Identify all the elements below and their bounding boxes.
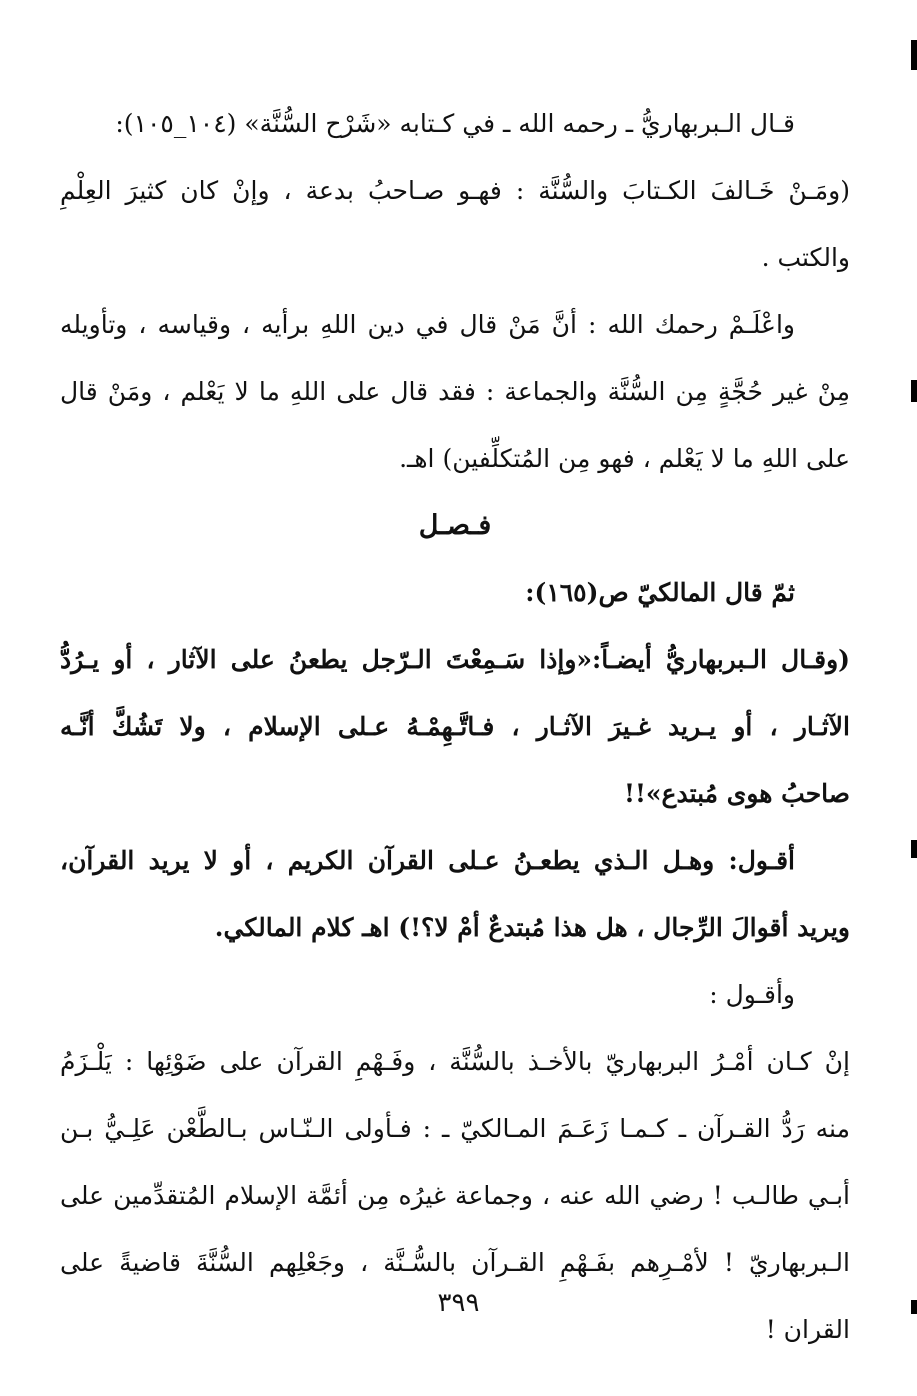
text-line: قـال الـبربهاريُّ ـ رحمه الله ـ في كـتابه «شَرْح السُّنَّة» (١٠٤_١٠٥): [115, 109, 795, 138]
text-line: أقـول: وهـل الـذي يطعـنُ عـلى القرآن الكريم ، أو لا يريد القرآن، [60, 846, 796, 875]
text-line: الآثـار ، أو يـريد غـيرَ الآثـار ، فـاتَّـهِمْـهُ عـلى الإسلام ، ولا تَشُكَّ أنَّـه [60, 712, 850, 741]
text-line: صاحبُ هوى مُبتدع»!! [623, 779, 850, 808]
scan-edge-mark [911, 1300, 917, 1314]
text-line: ثمّ قال المالكيّ ص(١٦٥): [525, 578, 795, 607]
text-line: منه رَدُّ القـرآن ـ كـمـا زَعَـمَ المـالكيّ ـ : فـأولى الـنّـاس بـالطَّعْن عَلِـيُّ بـن [60, 1114, 850, 1143]
section-heading: فـصـل [418, 510, 492, 541]
text-line: الـبربهاريّ ! لأمْـرِهم بفَـهْمِ القـرآن بالسُّـنَّة ، وجَعْلِهم السُّنَّةَ قاضيةً على [60, 1248, 850, 1277]
paragraph-quote-1 [60, 90, 850, 492]
scan-edge-mark [911, 40, 917, 70]
text-line: القران ! [765, 1315, 850, 1344]
scan-edge-mark [911, 840, 917, 858]
page-number: ٣٩٩ [437, 1288, 480, 1318]
text-line: (ومَـنْ خَـالفَ الكـتابَ والسُّنَّة : فهـو صـاحبُ بدعة ، وإنْ كان كثيرَ العِلْمِ [60, 176, 850, 205]
scan-edge-mark [911, 380, 917, 402]
page-text [60, 90, 850, 1363]
text-line: ويريد أقوالَ الرِّجال ، هل هذا مُبتدعٌ أمْ لا؟!) اهـ كلام المالكي. [214, 913, 850, 942]
text-line: واعْلَـمْ رحمك الله : أنَّ مَنْ قال في دين اللهِ برأيه ، وقياسه ، وتأويله [60, 310, 795, 339]
text-line: على اللهِ ما لا يَعْلم ، فهو مِن المُتكلِّفين) اهـ. [399, 444, 850, 473]
text-line: أبـي طالـب ! رضي الله عنه ، وجماعة غيرُه مِن أئمَّة الإسلام المُتقدِّمين على [60, 1181, 850, 1210]
paragraph-quote-2 [60, 559, 850, 1363]
text-line: وأقـول : [709, 980, 795, 1009]
text-line: مِنْ غير حُجَّةٍ مِن السُّنَّة والجماعة : فقد قال على اللهِ ما لا يَعْلم ، ومَنْ قال [60, 377, 850, 406]
text-line: إنْ كـان أمْـرُ البربهاريّ بالأخـذ بالسُّنَّة ، وفَـهْمِ القرآن على ضَوْئِها : يَلْـزَمُ [60, 1047, 850, 1076]
text-line: (وقـال الـبربهاريُّ أيضـاً:«وإذا سَـمِعْتَ الـرّجل يطعنُ على الآثار ، أو يـرُدُّ [60, 645, 850, 674]
text-line: والكتب . [761, 243, 850, 272]
